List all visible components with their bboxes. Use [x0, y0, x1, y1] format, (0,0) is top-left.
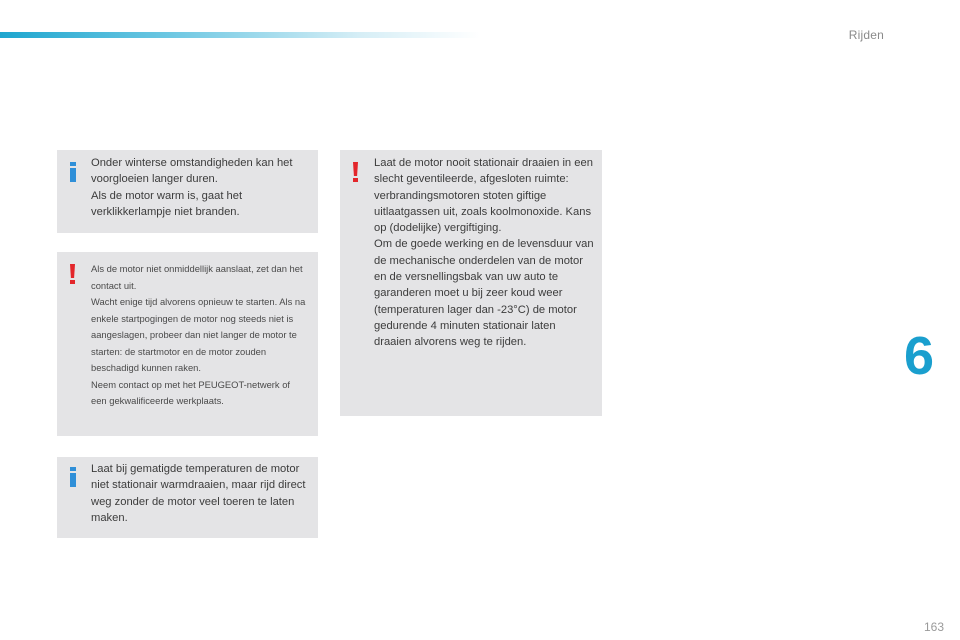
warning-icon: [353, 162, 359, 182]
idle-warning-text: Laat de motor nooit stationair draaien in een slecht geventileerde, afgesloten ruimte: verbrandingsmotoren stoten giftige uitlaatgassen uit, zoals koolmonoxide. Kans op (dodelijke) vergiftiging. Om de goede werking en de levensduur van de mechanische onderdelen van de motor en de versnellingsbak van uw auto te garanderen moet u bij zeer koud weer (temperaturen lager dan -23°C) de motor gedurende 4 minuten stationair laten draaien alvorens weg te rijden.: [374, 157, 594, 349]
start-warning-text: Als de motor niet onmiddellijk aanslaat, zet dan het contact uit. Wacht enige tijd alvorens opnieuw te starten. Als na enkele startpogingen de motor nog steeds niet is aangeslagen, probeer dan niet langer de motor te starten: de startmotor en de motor zouden beschadigd kunnen raken. Neem contact op met het PEUGEOT-netwerk of een gekwalificeerde werkplaats.: [91, 263, 306, 406]
winter-info-box: [57, 150, 318, 233]
start-warning-box: [57, 252, 318, 436]
warning-icon: [70, 264, 76, 284]
section-title: Rijden: [848, 28, 884, 42]
temperate-info-text: Laat bij gematigde temperaturen de motor niet stationair warmdraaien, maar rijd direct weg zonder de motor veel toeren te laten maken.: [91, 463, 306, 524]
chapter-number: 6: [904, 326, 935, 386]
winter-info-text: Onder winterse omstandigheden kan het voorgloeien langer duren. Als de motor warm is, gaat het verklikkerlampje niet branden.: [91, 157, 293, 218]
header-accent-bar: [0, 32, 480, 38]
idle-warning-box: [340, 150, 602, 416]
page-number: 163: [923, 620, 944, 634]
temperate-info-box: [57, 457, 318, 538]
